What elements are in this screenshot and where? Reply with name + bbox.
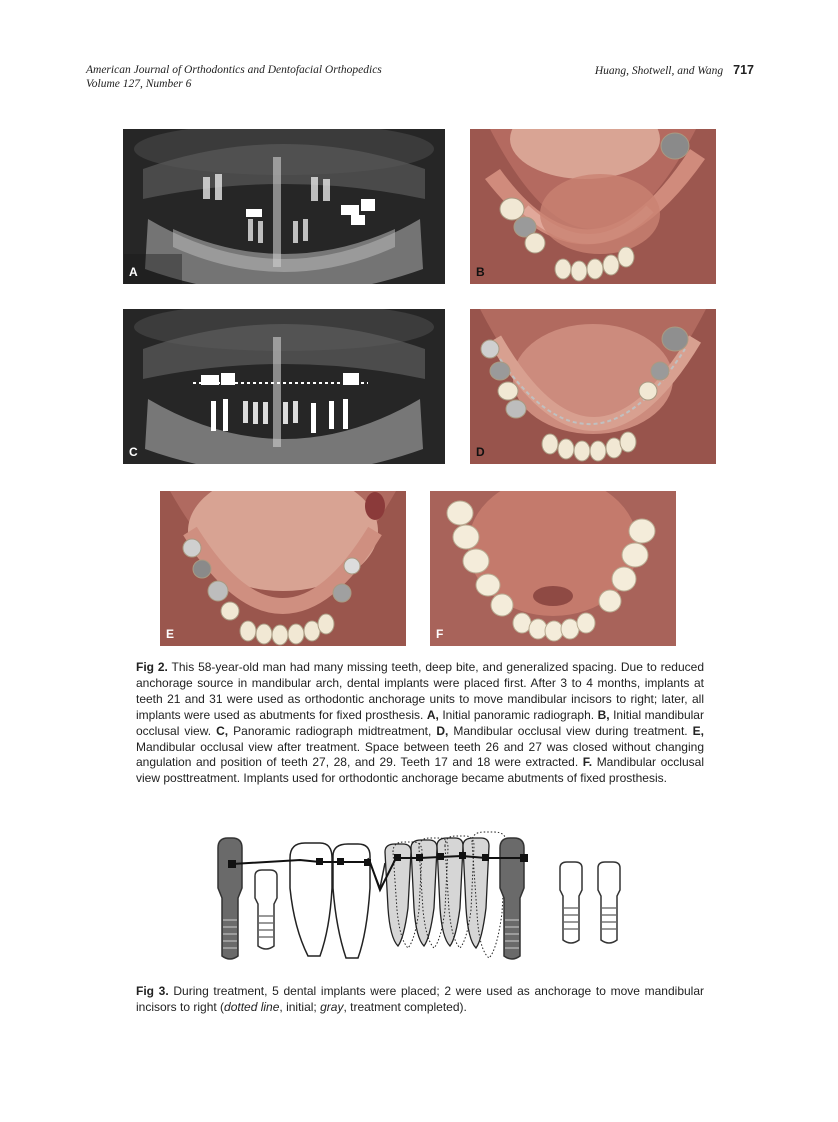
fig2-f-letter: F. (582, 755, 593, 770)
journal-volume: Volume 127, Number 6 (86, 78, 192, 90)
fig3-text1: During treatment, 5 dental implants were placed; 2 were used as anchorage to move mandibular incisors to right ( (136, 984, 705, 1014)
panel-label-c: C (129, 445, 138, 459)
fig2-panel-a-radiograph (123, 129, 445, 284)
fig2-a-letter: A, (426, 707, 439, 722)
fig3-dotted-line: dotted line (224, 999, 280, 1014)
fig3-caption (136, 984, 704, 1016)
page-number: 717 (733, 63, 754, 77)
panel-label-e: E (166, 627, 175, 641)
fig2-panel-d-photo (470, 309, 716, 464)
fig2-label: Fig 2. (136, 660, 168, 674)
fig2-panel-f-photo (430, 491, 676, 646)
fig2-intro: This 58-year-old man had many missing teeth, deep bite, and generalized spacing. Due to reduced anchorage source in mandibular arch, dental implants were placed first. After 3 to 4 months, implants at teeth 21 and 31 were used as orthodontic anchorage units to move mandibular incisors to right; later, all implants were used as abutments for fixed prosthesis. (136, 660, 704, 722)
fig3-gray: gray (320, 999, 344, 1014)
fig2-d-text: Mandibular occlusal view during treatment. (448, 723, 693, 738)
fig2-panel-e-photo (160, 491, 406, 646)
panel-label-a: A (129, 265, 138, 279)
fig2-c-letter: C, (216, 723, 229, 738)
fig2-b-text: Initial mandibular occlusal view. (136, 707, 704, 738)
fig2-caption (136, 660, 704, 787)
fig3-schematic (210, 828, 530, 968)
fig2-e-text: Mandibular occlusal view after treatment. Space between teeth 26 and 27 was closed without changing angulation and position of teeth 27, 28, and 29. Teeth 17 and 18 were extracted. (136, 739, 704, 770)
panel-label-d: D (476, 445, 485, 459)
fig2-panel-c-radiograph (123, 309, 445, 464)
fig2-f-text: Mandibular occlusal view posttreatment. Implants used for orthodontic anchorage became abutments of fixed prosthesis. (136, 755, 704, 786)
fig2-c-text: Panoramic radiograph midtreatment, (228, 723, 437, 738)
fig2-d-letter: D, (436, 723, 449, 738)
author-names: Huang, Shotwell, and Wang (594, 65, 724, 77)
panel-label-f: F (436, 627, 444, 641)
journal-info (86, 63, 382, 91)
fig3-text2: , initial; (279, 999, 321, 1014)
fig2-panel-b-photo (470, 129, 716, 284)
author-page (595, 63, 754, 78)
panel-label-b: B (476, 265, 485, 279)
fig2-b-letter: B, (597, 707, 610, 722)
implant-left-small (255, 870, 277, 949)
fig2-e-letter: E, (692, 723, 704, 738)
fig3-right-implants (556, 860, 628, 950)
journal-title: American Journal of Orthodontics and Dentofacial Orthopedics (86, 64, 382, 76)
fig3-label: Fig 3. (136, 984, 169, 998)
fig2-a-text: Initial panoramic radiograph. (438, 707, 598, 722)
fig3-text3: , treatment completed). (343, 999, 467, 1014)
implant-left-anchorage (218, 838, 242, 959)
